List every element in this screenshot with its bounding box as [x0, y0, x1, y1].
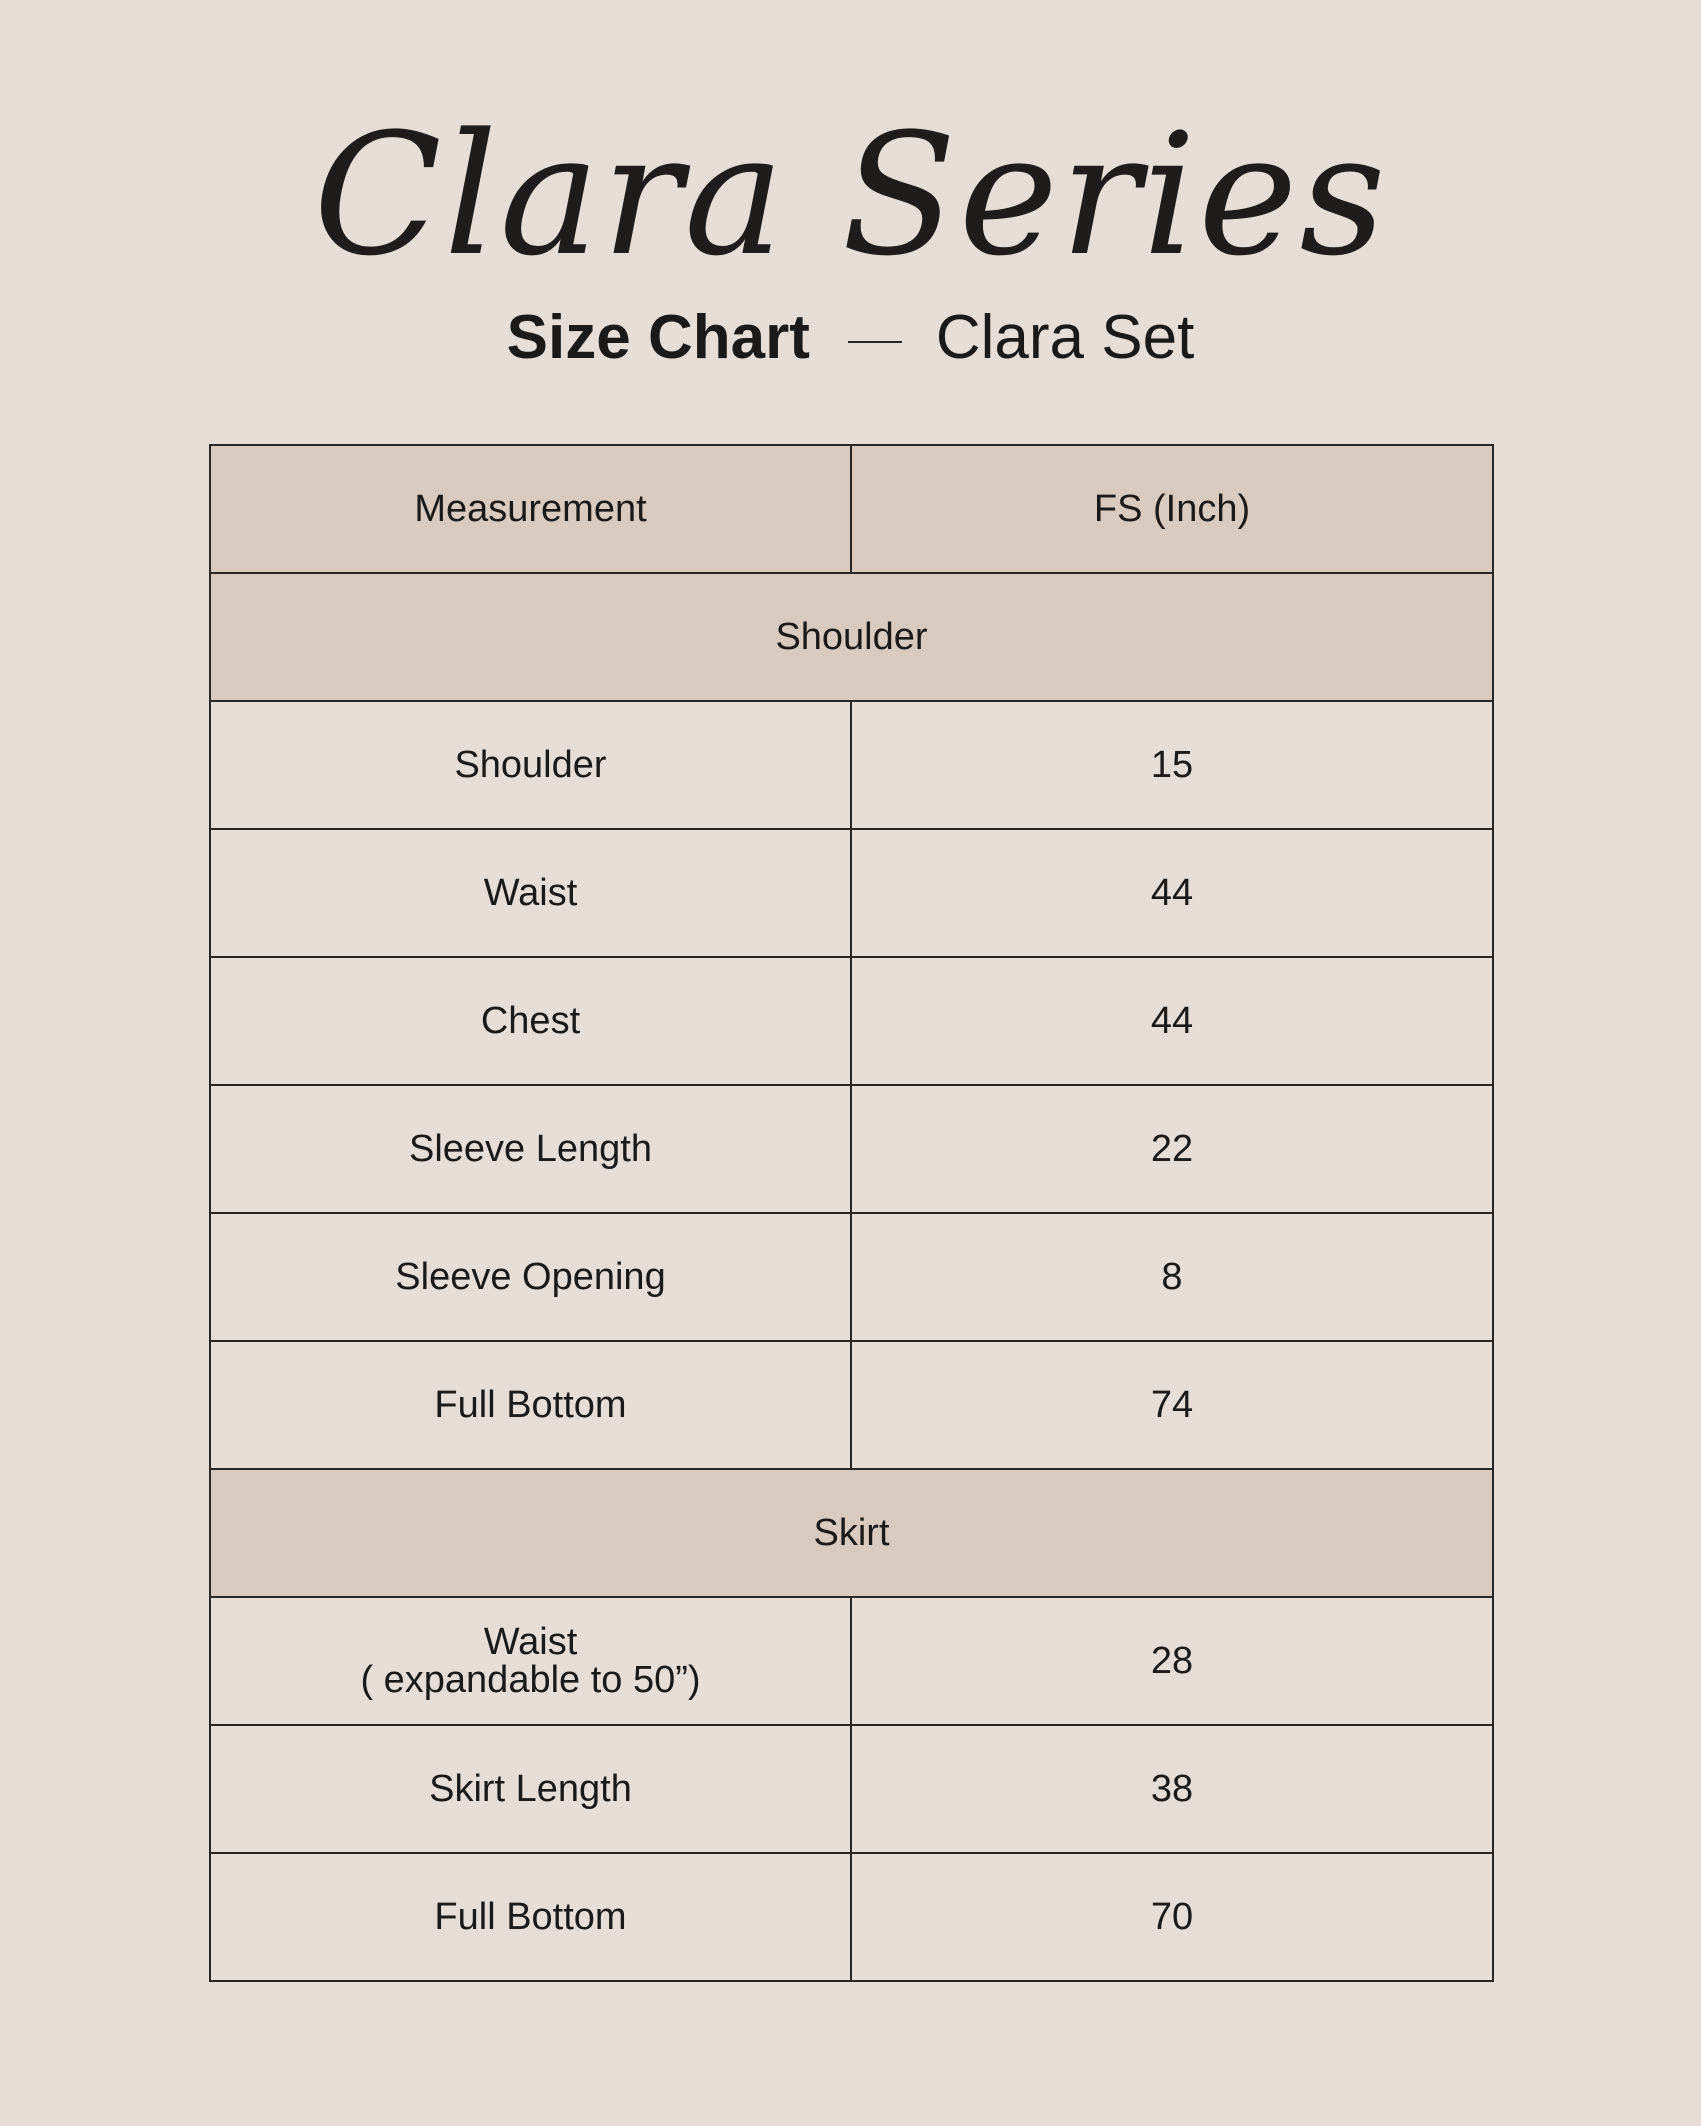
value-cell: 22: [851, 1085, 1493, 1213]
section-title-shoulder: Shoulder: [210, 573, 1493, 701]
section-row-shoulder: [210, 573, 1493, 701]
section-row-skirt: [210, 1469, 1493, 1597]
measurement-cell: Full Bottom: [210, 1853, 851, 1981]
measurement-note: ( expandable to 50”): [360, 1659, 701, 1701]
value-cell: 8: [851, 1213, 1493, 1341]
measurement-cell: Shoulder: [210, 701, 851, 829]
measurement-cell: Full Bottom: [210, 1341, 851, 1469]
header-fs-inch: FS (Inch): [851, 445, 1493, 573]
table-row: [210, 1597, 1493, 1725]
value-cell: 44: [851, 829, 1493, 957]
value-cell: 44: [851, 957, 1493, 1085]
table-row: [210, 1853, 1493, 1981]
subtitle-dash-divider: [848, 341, 902, 343]
table-row: [210, 701, 1493, 829]
value-cell: 28: [851, 1597, 1493, 1725]
value-cell: 38: [851, 1725, 1493, 1853]
measurement-cell: Waist: [210, 829, 851, 957]
table-row: [210, 1341, 1493, 1469]
measurement-cell: Sleeve Opening: [210, 1213, 851, 1341]
size-chart-table: [209, 444, 1494, 1982]
section-title-skirt: Skirt: [210, 1469, 1493, 1597]
subtitle-size-chart: Size Chart: [506, 303, 810, 372]
value-cell: 70: [851, 1853, 1493, 1981]
measurement-cell: Sleeve Length: [210, 1085, 851, 1213]
table-row: [210, 957, 1493, 1085]
subtitle-set-name: Clara Set: [935, 303, 1195, 372]
table-header-row: [210, 445, 1493, 573]
measurement-cell: [210, 1597, 851, 1725]
measurement-label: Waist: [483, 1621, 578, 1663]
table-row: [210, 1213, 1493, 1341]
table-row: [210, 829, 1493, 957]
table-row: [210, 1725, 1493, 1853]
value-cell: 15: [851, 701, 1493, 829]
measurement-cell: Chest: [210, 957, 851, 1085]
page-title: Clara Series: [313, 97, 1388, 293]
measurement-cell: Skirt Length: [210, 1725, 851, 1853]
header-measurement: Measurement: [210, 445, 851, 573]
value-cell: 74: [851, 1341, 1493, 1469]
table-row: [210, 1085, 1493, 1213]
subtitle: [0, 298, 1701, 378]
